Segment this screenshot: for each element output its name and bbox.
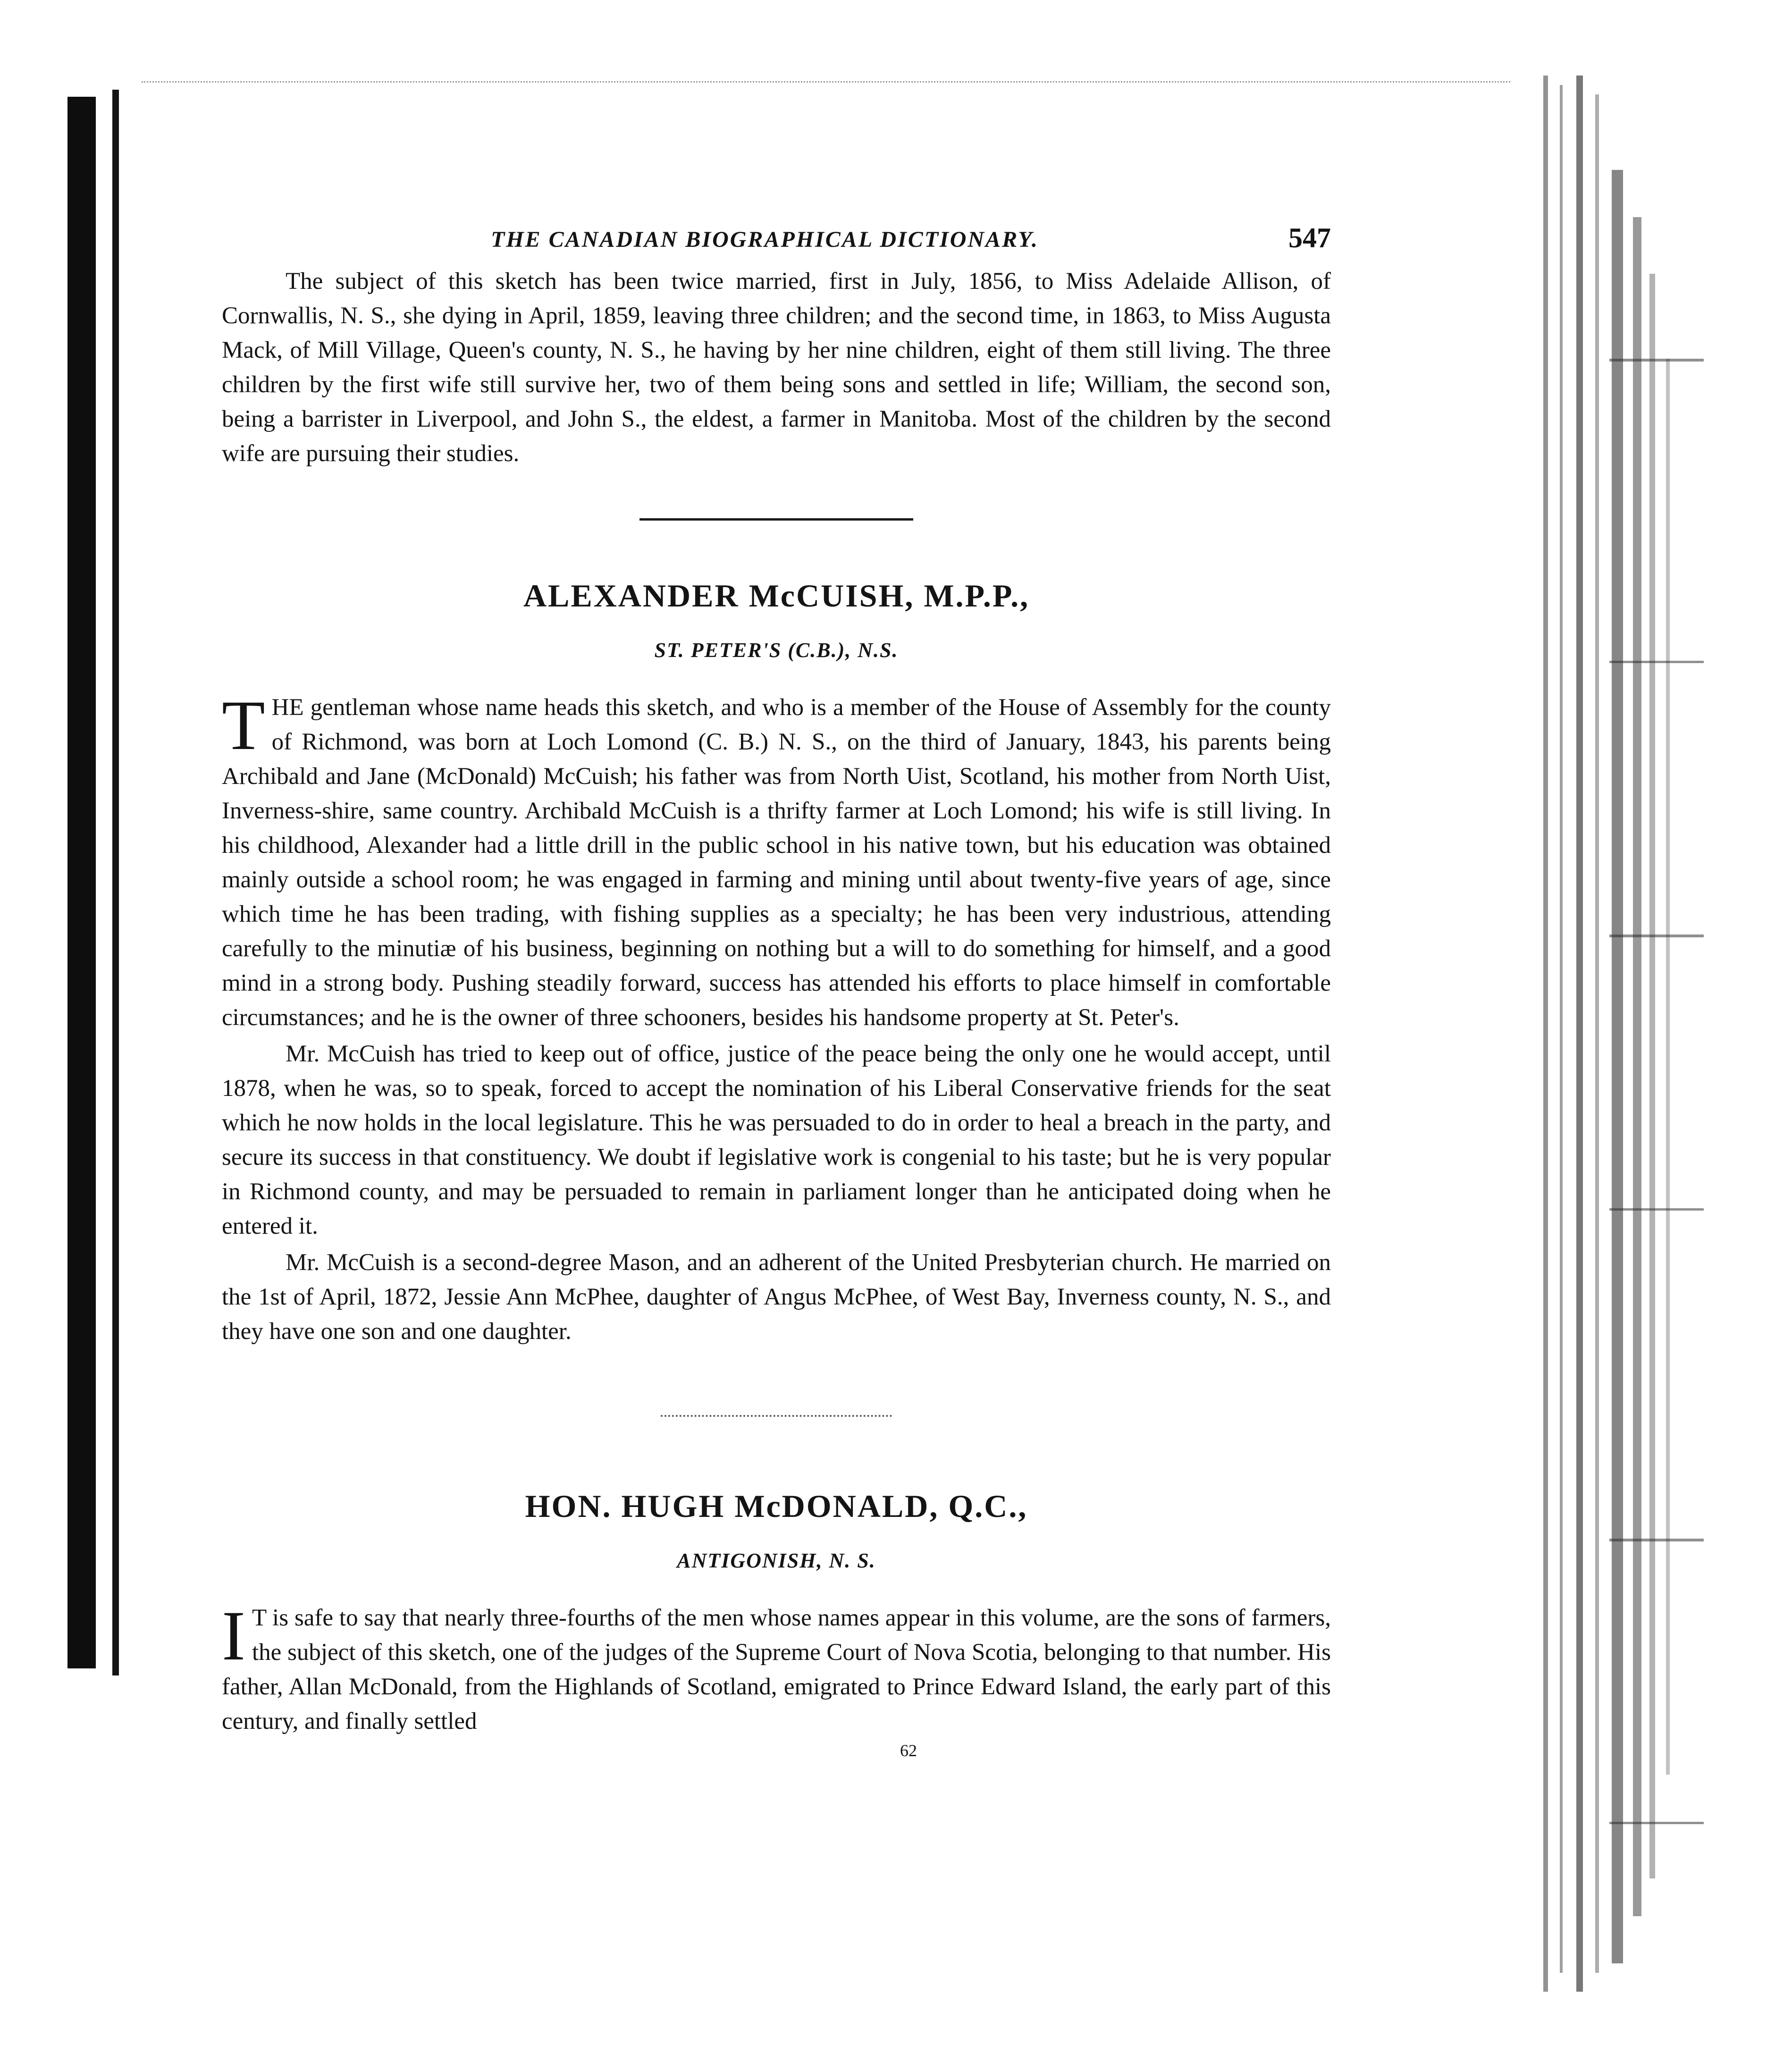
section-divider-rule [639,518,913,521]
entry-heading-mcdonald: HON. HUGH McDONALD, Q.C., [525,1488,1028,1524]
drop-cap: I [222,1597,245,1675]
scan-edge-bar [67,97,96,1668]
scan-top-dots [142,81,1510,83]
entry-paragraph-text: HE gentleman whose name heads this sketch, and who is a member of the House of Assembly for the county of Richmond, was born at Loch Lomond (C. B.) N. S., on the third of January, 1843, his parents being Archibald and Jane (McDonald) McCuish; his father was from North Uist, Scotland, his mother from North Uist, Inverness-shire, same country. Archibald McCuish is a thrifty farmer at Loch Lomond; his wife is still living. In his childhood, Alexander had a little drill in the public school in his native town, but his education was obtained mainly outside a school room; he was engaged in farming and mining until about twenty-five years of age, since which time he has been trading, with fishing supplies as a specialty; he has been very industrious, attending carefully to the minutiæ of his business, beginning on nothing but a will to do something for himself, and a good mind in a strong body. Pushing steadily forward, success has attended his efforts to place himself in comfortable circumstances; and he is the owner of three schooners, besides his handsome property at St. Peter's. [222,694,1331,1031]
entry-paragraph [222,1597,1331,1739]
entry-place-mcdonald: ANTIGONISH, N. S. [677,1549,876,1572]
entry-paragraph-text: T is safe to say that nearly three-fourths of the men whose names appear in this volume, are the sons of farmers, the subject of this sketch, one of the judges of the Supreme Court of Nova Scotia, belonging to that number. His father, Allan McDonald, from the Highlands of Scotland, emigrated to Prince Edward Island, the early part of this century, and finally settled [222,1605,1331,1734]
entry-paragraph [222,686,1331,1035]
folio-signature: 62 [900,1741,917,1760]
running-title: THE CANADIAN BIOGRAPHICAL DICTIONARY. [491,227,1039,252]
section-divider-rule [661,1415,892,1417]
entry-place-mccuish: ST. PETER'S (C.B.), N.S. [654,639,899,662]
drop-cap: T [222,686,265,765]
running-head [222,222,1331,255]
entry-paragraph: Mr. McCuish has tried to keep out of office, justice of the peace being the only one he would accept, until 1878, when he was, so to speak, forced to accept the nomination of his Liberal Conservative friends for the seat which he now holds in the local legislature. This he was persuaded to do in order to heal a breach in the party, and secure its success in that constituency. We doubt if legislative work is congenial to his taste; but he is very popular in Richmond county, and may be persuaded to remain in parliament longer than he anticipated doing when he entered it. [222,1041,1331,1239]
intro-paragraph: The subject of this sketch has been twice married, first in July, 1856, to Miss Adelaide Allison, of Cornwallis, N. S., she dying in April, 1859, leaving three children; and the second time, in 1863, to Miss Augusta Mack, of Mill Village, Queen's county, N. S., he having by her nine children, eight of them still living. The three children by the first wife still survive her, two of them being sons and settled in life; William, the second son, being a barrister in Liverpool, and John S., the eldest, a farmer in Manitoba. Most of the children by the second wife are pursuing their studies. [222,268,1331,467]
entry-heading-mccuish: ALEXANDER McCUISH, M.P.P., [523,578,1030,614]
page-number: 547 [1288,222,1331,253]
scan-edge-line [112,90,119,1675]
scan-page-edge-noise [1524,76,1704,1992]
entry-paragraph: Mr. McCuish is a second-degree Mason, and an adherent of the United Presbyterian church. He married on the 1st of April, 1872, Jessie Ann McPhee, daughter of Angus McPhee, of West Bay, Inverness county, N. S., and they have one son and one daughter. [222,1249,1331,1345]
book-page [222,222,1331,1760]
